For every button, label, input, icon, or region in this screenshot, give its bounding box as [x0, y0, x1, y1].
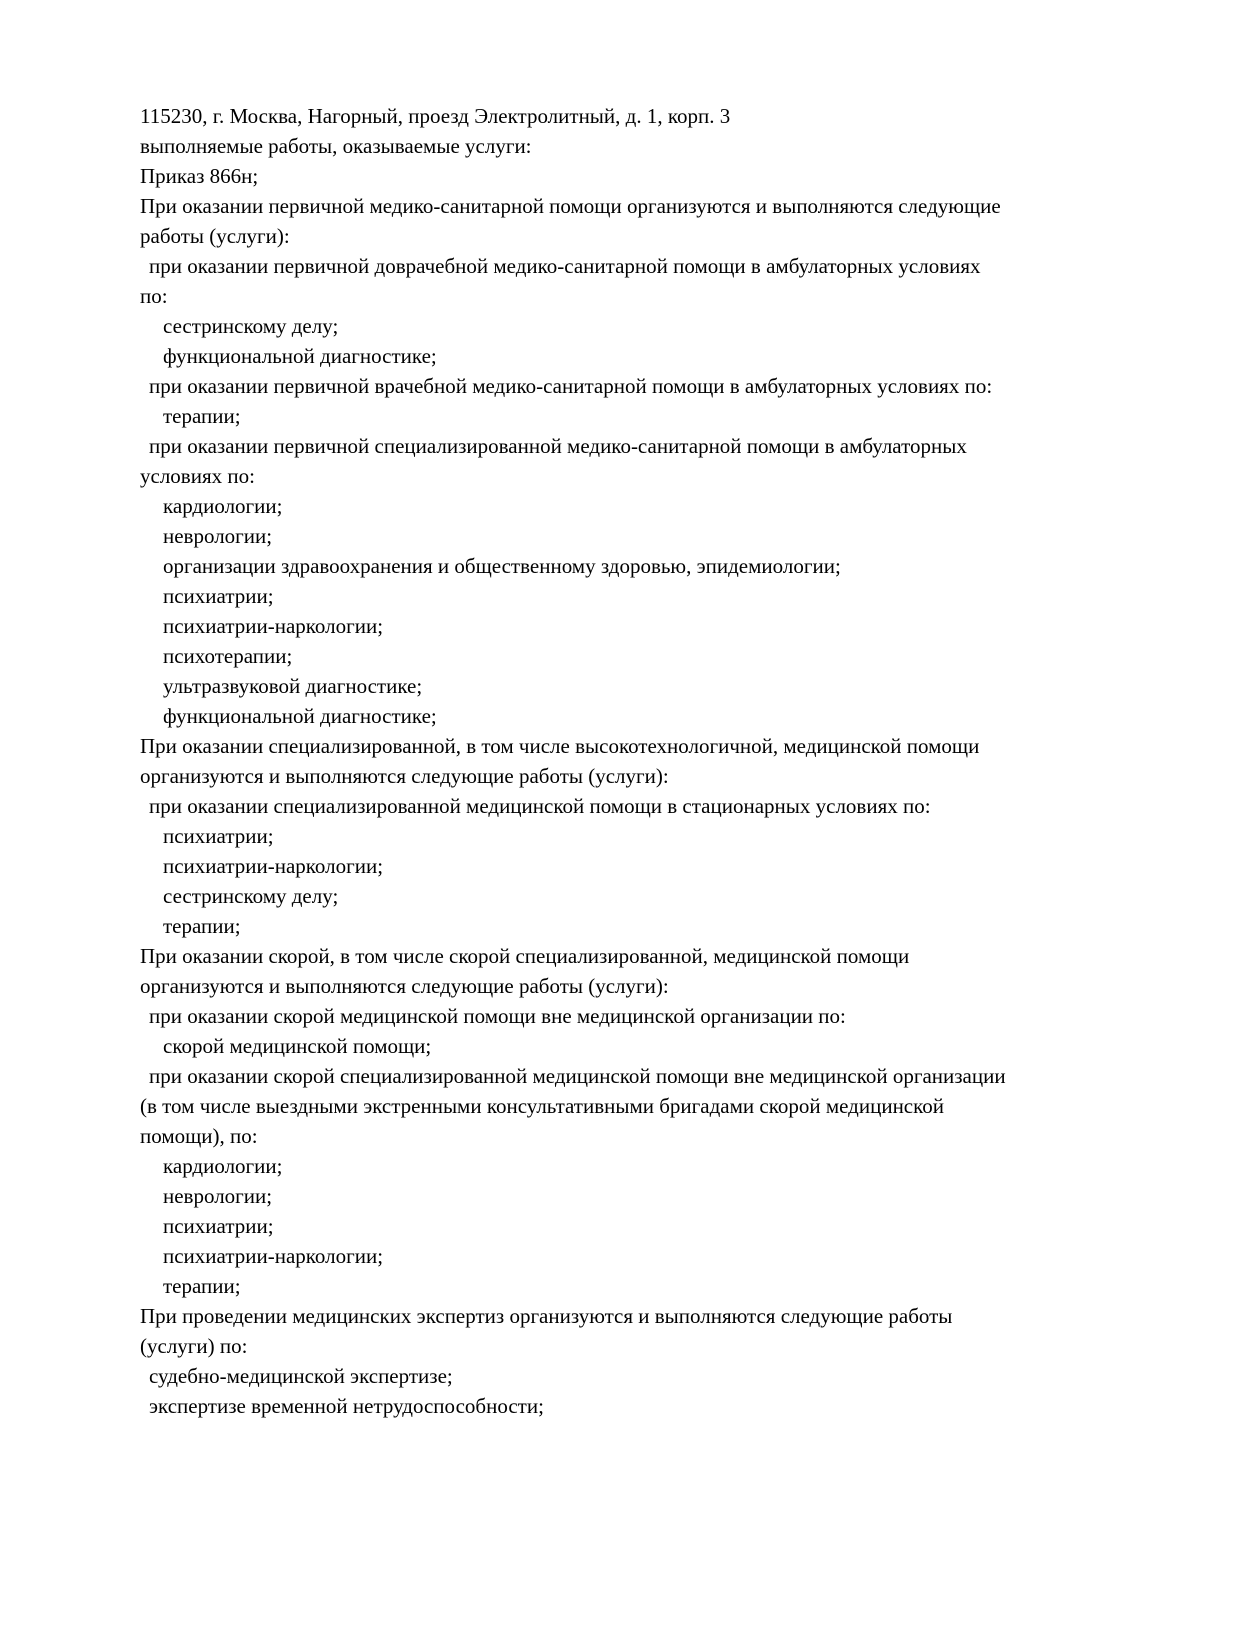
- document-line: выполняемые работы, оказываемые услуги:: [140, 134, 532, 158]
- document-line: организуются и выполняются следующие работы (услуги):: [140, 974, 669, 998]
- document-line: При оказании специализированной, в том числе высокотехнологичной, медицинской помощи: [140, 734, 980, 758]
- document-line: при оказании первичной специализированной медико-санитарной помощи в амбулаторных: [149, 434, 967, 458]
- document-line: психиатрии;: [163, 824, 274, 848]
- document-line: При оказании первичной медико-санитарной помощи организуются и выполняются следующие: [140, 194, 1001, 218]
- document-line: ультразвуковой диагностике;: [163, 674, 423, 698]
- document-line: неврологии;: [163, 524, 273, 548]
- document-line: терапии;: [163, 404, 241, 428]
- document-line: экспертизе временной нетрудоспособности;: [149, 1394, 544, 1418]
- document-line: функциональной диагностике;: [163, 704, 437, 728]
- document-line: при оказании первичной врачебной медико-санитарной помощи в амбулаторных условиях по:: [149, 374, 993, 398]
- document-line: Приказ 866н;: [140, 164, 259, 188]
- document-line: кардиологии;: [163, 494, 283, 518]
- document-line: психиатрии;: [163, 584, 274, 608]
- document-line: сестринскому делу;: [163, 314, 339, 338]
- document-line: при оказании скорой медицинской помощи вне медицинской организации по:: [149, 1004, 846, 1028]
- document-line: организации здравоохранения и общественному здоровью, эпидемиологии;: [163, 554, 841, 578]
- document-line: при оказании скорой специализированной медицинской помощи вне медицинской организации: [149, 1064, 1006, 1088]
- document-line: по:: [140, 284, 168, 308]
- document-line: терапии;: [163, 1274, 241, 1298]
- document-line: При проведении медицинских экспертиз организуются и выполняются следующие работы: [140, 1304, 953, 1328]
- document-line: психиатрии;: [163, 1214, 274, 1238]
- document-line: при оказании специализированной медицинской помощи в стационарных условиях по:: [149, 794, 931, 818]
- document-line: психиатрии-наркологии;: [163, 854, 384, 878]
- document-line: (услуги) по:: [140, 1334, 248, 1358]
- document-line: психотерапии;: [163, 644, 293, 668]
- document-line: психиатрии-наркологии;: [163, 1244, 384, 1268]
- document-line: функциональной диагностике;: [163, 344, 437, 368]
- document-line: работы (услуги):: [140, 224, 290, 248]
- document-line: (в том числе выездными экстренными консультативными бригадами скорой медицинской: [140, 1094, 944, 1118]
- document-line: помощи), по:: [140, 1124, 258, 1148]
- document-line: психиатрии-наркологии;: [163, 614, 384, 638]
- document-line: 115230, г. Москва, Нагорный, проезд Электролитный, д. 1, корп. 3: [140, 104, 731, 128]
- document-line: неврологии;: [163, 1184, 273, 1208]
- document-line: скорой медицинской помощи;: [163, 1034, 432, 1058]
- document-line: терапии;: [163, 914, 241, 938]
- document-line: При оказании скорой, в том числе скорой специализированной, медицинской помощи: [140, 944, 910, 968]
- document-line: условиях по:: [140, 464, 255, 488]
- document-line: организуются и выполняются следующие работы (услуги):: [140, 764, 669, 788]
- document-line: судебно-медицинской экспертизе;: [149, 1364, 453, 1388]
- document-line: сестринскому делу;: [163, 884, 339, 908]
- document-text: [140, 101, 1180, 1421]
- document-line: кардиологии;: [163, 1154, 283, 1178]
- document-line: при оказании первичной доврачебной медико-санитарной помощи в амбулаторных условиях: [149, 254, 981, 278]
